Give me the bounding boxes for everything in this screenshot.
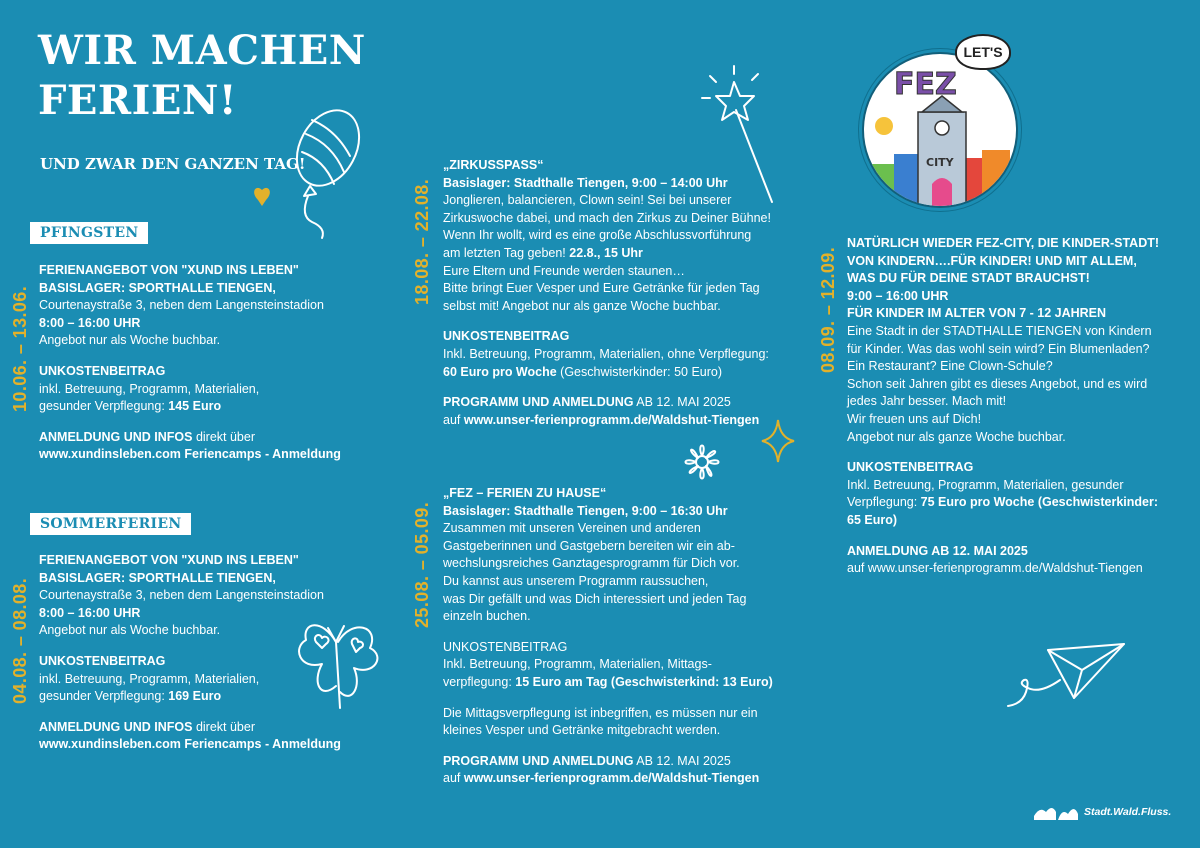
fez-city-text-7: Angebot nur als ganze Woche buchbar. <box>847 429 1066 444</box>
fez-home-cost-title: UNKOSTENBEITRAG <box>443 639 568 654</box>
title-line-2: FERIEN! <box>38 77 237 124</box>
date-fez-city: 08.09. – 12.09. <box>818 246 838 373</box>
fez-city-headline-2: VON KINDERN….FÜR KINDER! UND MIT ALLEM, <box>847 253 1137 268</box>
footer-logo-text: Stadt.Wald.Fluss. <box>1084 806 1172 818</box>
fez-city-cost-title: UNKOSTENBEITRAG <box>847 460 974 475</box>
fez-city-text-4: Schon seit Jahren gibt es dieses Angebot, und es wird <box>847 376 1148 391</box>
pfingsten-cost-line1: inkl. Betreuung, Programm, Materialien, <box>39 381 260 396</box>
sommer-price: 169 Euro <box>168 689 222 704</box>
zirkus-text-2: Zirkuswoche dabei, und mach den Zirkus zu Deiner Bühne! <box>443 210 771 225</box>
heart-icon <box>254 188 270 206</box>
fez-city-time: 9:00 – 16:00 UHR <box>847 288 949 303</box>
fez-logo-lets-bubble: LET'S <box>955 34 1011 70</box>
date-pfingsten: 10.06. – 13.06. <box>10 285 30 412</box>
zirkus-cost-line2: 60 Euro pro Woche (Geschwisterkinder: 50 Euro) <box>443 364 723 379</box>
balloon-icon <box>240 100 380 240</box>
zirkus-location: Basislager: Stadthalle Tiengen, 9:00 – 14:00 Uhr <box>443 175 728 190</box>
zirkus-title: „ZIRKUSSPASS“ <box>443 158 544 172</box>
fez-city-cost-line2: Verpflegung: 75 Euro pro Woche (Geschwisterkinder: <box>847 495 1159 510</box>
pfingsten-time: 8:00 – 16:00 UHR <box>39 315 141 330</box>
zirkus-text-3: Wenn Ihr wollt, wird es eine große Abschlussvorführung <box>443 228 752 243</box>
fez-city-details <box>847 235 1187 578</box>
fez-city-text-1: Eine Stadt in der STADTHALLE TIENGEN von Kindern <box>847 323 1152 338</box>
pfingsten-registration: ANMELDUNG UND INFOS direkt über <box>39 429 255 444</box>
fez-home-title: „FEZ – FERIEN ZU HAUSE“ <box>443 486 607 500</box>
title-line-1: WIR MACHEN <box>38 27 366 74</box>
fez-home-text-6: einzeln buchen. <box>443 609 531 624</box>
sommer-offer: FERIENANGEBOT VON "XUND INS LEBEN" <box>39 553 299 567</box>
section-label-pfingsten: PFINGSTEN <box>30 222 148 244</box>
fez-city-text-3: Ein Restaurant? Eine Clown-Schule? <box>847 359 1053 374</box>
pfingsten-address: Courtenaystraße 3, neben dem Langensteinstadion <box>39 298 324 313</box>
sommer-link[interactable]: www.xundinsleben.com Feriencamps - Anmeldung <box>39 737 341 752</box>
date-zirkus: 18.08. – 22.08. <box>412 178 432 305</box>
date-sommerferien: 04.08. – 08.08. <box>10 577 30 704</box>
fez-city-reg-title: ANMELDUNG AB 12. MAI 2025 <box>847 543 1028 558</box>
pfingsten-link[interactable]: www.xundinsleben.com Feriencamps - Anmeldung <box>39 447 341 462</box>
sommer-location: BASISLAGER: SPORTHALLE TIENGEN, <box>39 570 276 585</box>
fez-city-headline-1: NATÜRLICH WIEDER FEZ-CITY, DIE KINDER-STADT! <box>847 236 1160 250</box>
zirkus-link-line: auf www.unser-ferienprogramm.de/Waldshut-Tiengen <box>443 412 760 427</box>
fez-home-note-1: Die Mittagsverpflegung ist inbegriffen, es müssen nur ein <box>443 705 758 720</box>
fez-home-location: Basislager: Stadthalle Tiengen, 9:00 – 16:30 Uhr <box>443 503 728 518</box>
fez-city-cost-line3: 65 Euro) <box>847 512 898 527</box>
footer-logo <box>1032 802 1171 822</box>
fez-city-link[interactable]: auf www.unser-ferienprogramm.de/Waldshut-Tiengen <box>847 561 1143 576</box>
fez-home-cost-line2: verpflegung: 15 Euro am Tag (Geschwisterkind: 13 Euro) <box>443 674 773 689</box>
fez-logo-fez: FEZ <box>894 67 957 102</box>
fez-home-text-4: Du kannst aus unserem Programm raussuchen, <box>443 573 709 588</box>
butterfly-icon <box>282 612 392 722</box>
zirkus-text-4: am letzten Tag geben! 22.8., 15 Uhr <box>443 245 643 260</box>
fez-home-text-3: wechslungsreiches Ganztagesprogramm für Dich vor. <box>443 556 740 571</box>
page-subtitle: UND ZWAR DEN GANZEN TAG! <box>40 155 306 173</box>
fez-home-cost-line1: Inkl. Betreuung, Programm, Materialien, Mittags- <box>443 657 712 672</box>
sommer-cost-line2: gesunder Verpflegung: 169 Euro <box>39 689 222 704</box>
zirkus-cost-title: UNKOSTENBEITRAG <box>443 329 570 344</box>
sommer-time: 8:00 – 16:00 UHR <box>39 605 141 620</box>
pfingsten-cost-title: UNKOSTENBEITRAG <box>39 363 166 378</box>
sommer-booking-note: Angebot nur als Woche buchbar. <box>39 623 221 638</box>
fez-home-note-2: kleines Vesper und Getränke mitgebracht werden. <box>443 723 721 738</box>
fez-city-text-6: Wir freuen uns auf Dich! <box>847 411 982 426</box>
city-logo-icon <box>1032 802 1080 822</box>
zirkus-program: PROGRAMM UND ANMELDUNG AB 12. MAI 2025 <box>443 395 731 410</box>
zirkus-text-1: Jonglieren, balancieren, Clown sein! Sei bei unserer <box>443 193 732 208</box>
pfingsten-details <box>39 262 369 464</box>
date-fez-home: 25.08. – 05.09. <box>412 501 432 628</box>
zirkus-cost-line1: Inkl. Betreuung, Programm, Materialien, ohne Verpflegung: <box>443 346 769 361</box>
pfingsten-offer: FERIENANGEBOT VON "XUND INS LEBEN" <box>39 263 299 277</box>
zirkus-link[interactable]: www.unser-ferienprogramm.de/Waldshut-Tiengen <box>463 412 760 427</box>
zirkus-text-7: selbst mit! Angebot nur als ganze Woche buchbar. <box>443 298 721 313</box>
fez-city-cost-line1: Inkl. Betreuung, Programm, Materialien, gesunder <box>847 477 1124 492</box>
sun-icon <box>875 117 893 135</box>
pfingsten-price: 145 Euro <box>168 399 222 414</box>
fez-city-headline-3: WAS DU FÜR DEINE STADT BRAUCHST! <box>847 271 1090 286</box>
zirkus-text-5: Eure Eltern und Freunde werden staunen… <box>443 263 685 278</box>
fez-home-link-line: auf www.unser-ferienprogramm.de/Waldshut-Tiengen <box>443 771 760 786</box>
paper-plane-icon <box>1000 640 1130 720</box>
magic-wand-icon <box>690 62 790 212</box>
section-label-sommerferien: SOMMERFERIEN <box>30 513 191 535</box>
fez-city-text-2: für Kinder. Was das wohl sein wird? Ein Blumenladen? <box>847 341 1150 356</box>
fez-home-text-1: Zusammen mit unseren Vereinen und anderen <box>443 521 701 536</box>
sommer-cost-line1: inkl. Betreuung, Programm, Materialien, <box>39 671 260 686</box>
fez-home-link[interactable]: www.unser-ferienprogramm.de/Waldshut-Tiengen <box>463 771 760 786</box>
fez-city-age: FÜR KINDER IM ALTER VON 7 - 12 JAHREN <box>847 306 1107 321</box>
fez-city-text-5: jedes Jahr besser. Mach mit! <box>847 394 1007 409</box>
pfingsten-cost-line2: gesunder Verpflegung: 145 Euro <box>39 399 222 414</box>
pfingsten-location: BASISLAGER: SPORTHALLE TIENGEN, <box>39 280 276 295</box>
sommer-address: Courtenaystraße 3, neben dem Langensteinstadion <box>39 588 324 603</box>
fez-home-program: PROGRAMM UND ANMELDUNG AB 12. MAI 2025 <box>443 753 731 768</box>
flower-icon <box>664 432 740 492</box>
sparkle-icon <box>758 416 798 466</box>
fez-home-text-2: Gastgeberinnen und Gastgebern bereiten wir ein ab- <box>443 538 735 553</box>
fez-home-details <box>443 485 793 788</box>
fez-logo-city: CITY <box>926 156 954 169</box>
sommer-cost-title: UNKOSTENBEITRAG <box>39 653 166 668</box>
fez-home-text-5: was Dir gefällt und was Dich interessiert und jeden Tag <box>443 591 747 606</box>
fez-city-logo <box>862 52 1018 208</box>
zirkus-text-6: Bitte bringt Euer Vesper und Eure Getränke für jeden Tag <box>443 281 760 296</box>
sommer-registration: ANMELDUNG UND INFOS direkt über <box>39 719 255 734</box>
pfingsten-booking-note: Angebot nur als Woche buchbar. <box>39 333 221 348</box>
